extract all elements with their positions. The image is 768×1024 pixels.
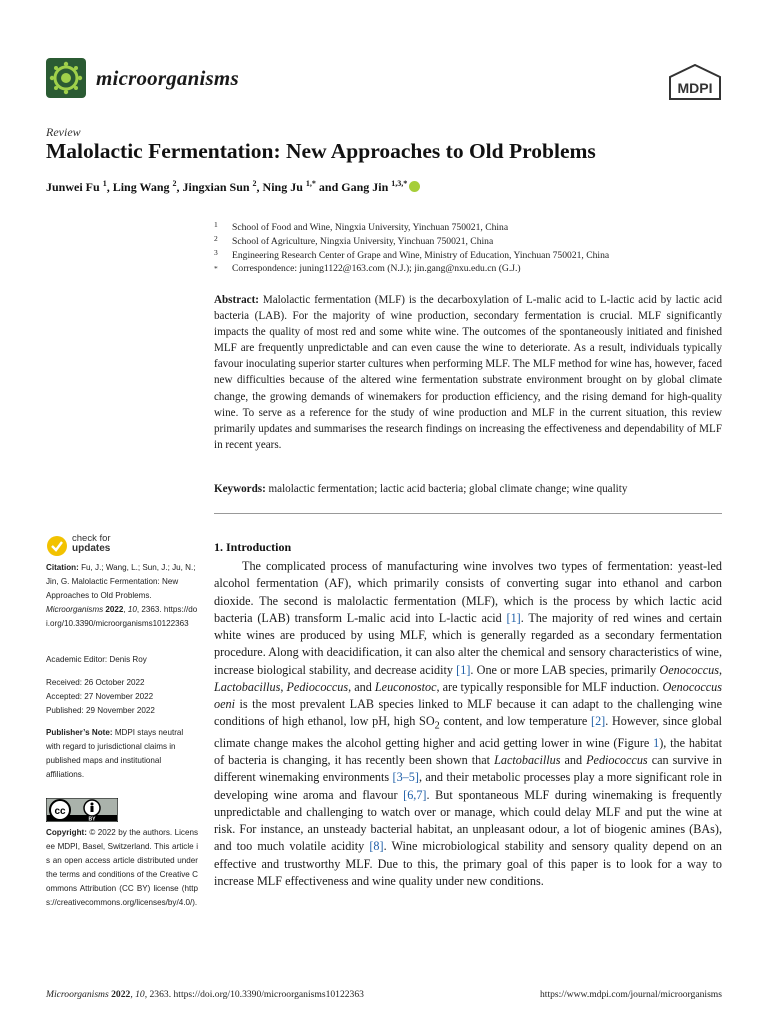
accepted-date: Accepted: 27 November 2022: [46, 692, 154, 702]
abstract: [214, 292, 722, 453]
publisher-name: MDPI: [677, 80, 713, 96]
citation-doi-link[interactable]: https://doi.org/10.3390/microorganisms10122363: [46, 605, 198, 629]
svg-text:cc: cc: [54, 806, 66, 817]
author-affiliation-marker: 1: [102, 179, 107, 188]
abstract-label: Abstract:: [214, 294, 259, 306]
article-type: Review: [46, 125, 81, 139]
author-name: Ning Ju: [262, 180, 303, 194]
article-title: Malolactic Fermentation: New Approaches to Old Problems: [46, 139, 596, 163]
journal-header: [46, 58, 722, 108]
citation: Citation: Fu, J.; Wang, L.; Sun, J.; Ju, N.; Jin, G. Malolactic Fermentation: New Approaches to Old Problems. Microorganisms 2022, 10, 2363. https://doi.org/10.3390/microorganisms10122363: [46, 563, 198, 629]
footer-citation: Microorganisms 2022, 10, 2363. https://doi.org/10.3390/microorganisms10122363: [46, 989, 364, 1000]
journal-name: microorganisms: [96, 66, 239, 90]
reference-link[interactable]: [2]: [591, 714, 606, 729]
check-updates-icon: [46, 535, 68, 557]
author-name: Jingxian Sun: [182, 180, 250, 194]
check-for-updates-button[interactable]: [46, 533, 146, 559]
introduction-paragraph: The complicated process of manufacturing wine involves two types of fermentation: yeast-led alcohol fermentation (AF), which primarily consists of converting sugar into ethanol and carbon dioxide. The second is malolactic fermentation (MLF), which is the process by which lactic acid bacteria (LAB) transform L-malic acid into L-lactic acid [1]. The majority of red wines and certain white wines are produced by using MLF, which is generally regarded as a secondary fermentation procedure. Along with deacidification, it can also alter the chemical and sensory characteristics of wine, increase biological stability, and decrease acidity [1]. One or more LAB species, primarily Oenococcus, Lactobacillus, Pediococcus, and Leuconostoc, are typically responsible for MLF induction. Oenococcus oeni is the most prevalent LAB species linked to MLF because it can adapt to the challenging wine conditions of high ethanol, low pH, high $SO_2$ content, and low temperature [2]. However, since global climate change makes the alcohol getting higher and acid getting lower in wine (Figure 1), the habitat of bacteria is changing, it has recently been shown that Lactobacillus and Pediococcus can survive in different winemaking environments [3–5], and their metabolic processes play a more significant role in developing wine aroma and flavour [6,7]. But spontaneous MLF during winemaking is frequently unpredictable and challenging to watch over or manage, which could delay MLF and put the wine at risk. For instance, an unsteady bacterial habitat, an unpleasant odour, a lot of biogenic amines (BAs), and too much volatile acidity [8]. Wine microbiological stability and sensory quality depend on an effective and trustworthy MLF. Due to this, the primary goal of this paper is to look for a way to increase MLF effectiveness and wine quality under new conditions.: [214, 559, 723, 888]
author-list: Junwei Fu $^1$, Ling Wang $^2$, Jingxian Sun $^2$, Ning Ju $^{1,*}$ and Gang Jin $^{1,3,*}$: [46, 179, 726, 195]
copyright-notice: Copyright: © 2022 by the authors. Licensee MDPI, Basel, Switzerland. This article is an open access article distributed under the terms and conditions of the Creative Commons Attribution (CC BY) license (https://creativecommons.org/licenses/by/4.0/).: [46, 828, 199, 908]
footer-doi-link[interactable]: , 2363. https://doi.org/10.3390/microorganisms10122363: [144, 989, 364, 1000]
reference-link[interactable]: [6,7]: [403, 787, 427, 802]
cc-by-license-icon[interactable]: [46, 798, 118, 822]
author-name: Gang Jin: [341, 180, 389, 194]
academic-editor: Academic Editor: Denis Roy: [46, 655, 147, 664]
author-name: Ling Wang: [112, 180, 170, 194]
keywords-label: Keywords:: [214, 483, 266, 495]
footer-journal-url[interactable]: https://www.mdpi.com/journal/microorganisms: [540, 989, 722, 1000]
abstract-text: Malolactic fermentation (MLF) is the decarboxylation of L-malic acid to L-lactic acid by lactic acid bacteria (LAB). For the majority of wine production, secondary fermentation is crucial. MLF significantly impacts the quality of most red and some white wine. The outcomes of the spontaneously initiated and finished MLF are frequently unpredictable and can even cause the wine to deteriorate. As a result, individuals typically favour inoculating superior starter cultures when performing MLF. The MLF method for wine has, however, faced new difficulties because of the altered wine fermentation substrate environment brought on by global climate change, the growing demands of winemakers for production efficiency, and the rising demand for high-quality wine. To serve as a reference for the study of wine production and MLF in the current situation, this review primarily updates and summarises the research findings on increasing the effectiveness and dependability of MLF in recent years.: [214, 294, 723, 451]
divider: [214, 513, 722, 514]
publisher-note: Publisher’s Note: MDPI stays neutral with regard to jurisdictional claims in published maps and institutional affiliations.: [46, 728, 184, 780]
dates: [46, 676, 198, 718]
reference-link[interactable]: [1]: [456, 662, 471, 677]
author-affiliation-marker: 2: [252, 179, 257, 188]
author-name: Junwei Fu: [46, 180, 100, 194]
reference-link[interactable]: [8]: [369, 839, 384, 854]
received-date: Received: 26 October 2022: [46, 678, 145, 687]
keywords-text: malolactic fermentation; lactic acid bacteria; global climate change; wine quality: [268, 483, 628, 495]
section-heading-introduction: 1. Introduction: [214, 540, 292, 554]
orcid-icon[interactable]: [409, 181, 420, 192]
reference-link[interactable]: [1]: [506, 610, 521, 625]
keywords: [214, 481, 722, 497]
mdpi-logo-icon[interactable]: [668, 64, 722, 100]
check-updates-label: check for updates: [72, 533, 111, 554]
author-affiliation-marker: 2: [172, 179, 177, 188]
figure-link[interactable]: 1: [653, 735, 660, 750]
author-affiliation-marker: 1,3,*: [391, 179, 408, 188]
reference-link[interactable]: [3–5]: [392, 770, 419, 785]
author-affiliation-marker: 1,*: [305, 179, 316, 188]
svg-text:BY: BY: [88, 816, 96, 822]
microorganisms-logo-icon: [46, 58, 86, 98]
published-date: Published: 29 November 2022: [46, 706, 155, 716]
